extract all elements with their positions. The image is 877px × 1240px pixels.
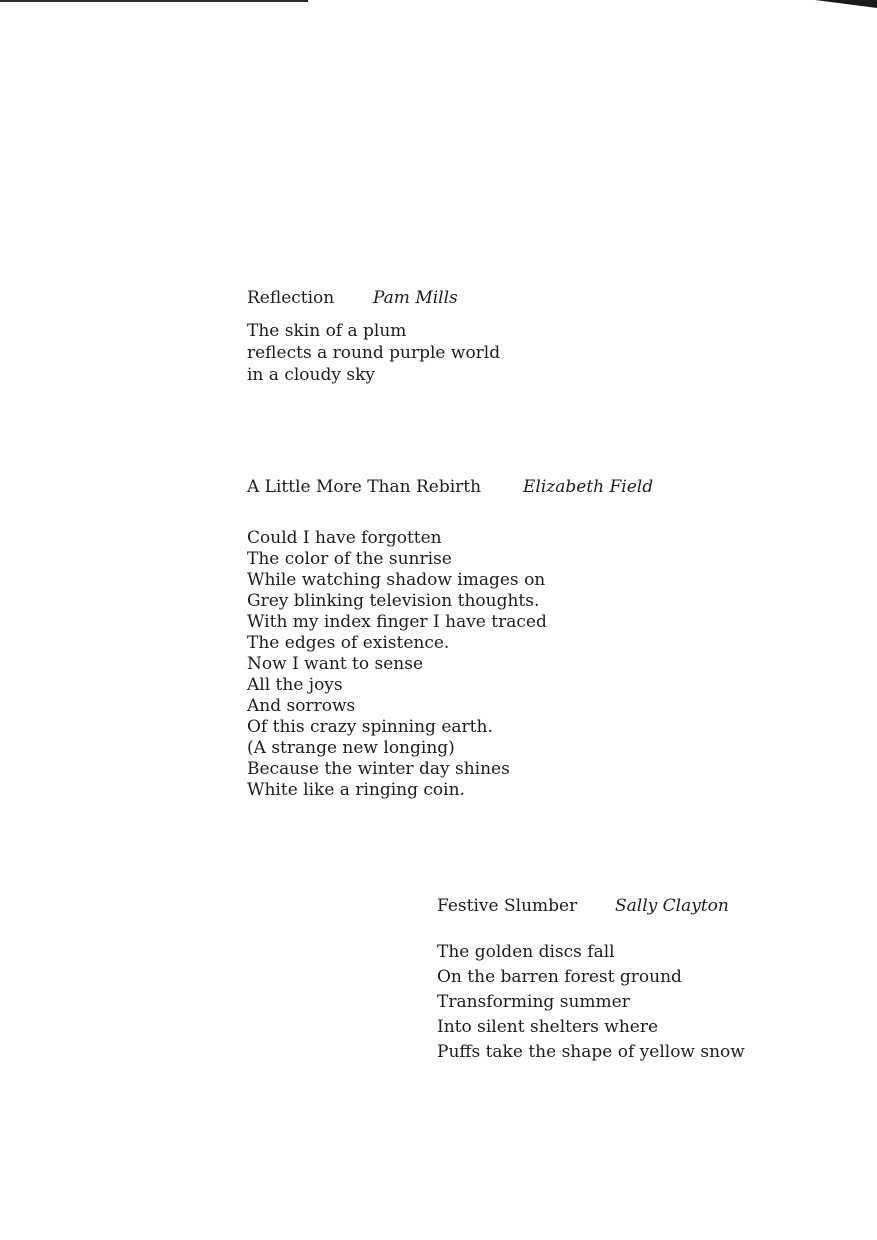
scan-edge-line [0,0,308,2]
poem-line: Could I have forgotten [247,528,442,548]
poem-line: (A strange new longing) [247,738,455,758]
poem-body [247,320,547,386]
poem-line: And sorrows [247,696,356,716]
poem-line: Into silent shelters where [437,1017,659,1037]
poem-line: Grey blinking television thoughts. [247,591,540,611]
poem-line: The golden discs fall [437,942,615,962]
poem-line: On the barren forest ground [437,967,682,987]
poem-line: The color of the sunrise [247,549,452,569]
poem-line: Now I want to sense [247,654,424,674]
poem-line: Of this crazy spinning earth. [247,717,493,737]
poem-line: Transforming summer [437,992,630,1012]
poem-line: While watching shadow images on [247,570,546,590]
poem-line: The skin of a plum [247,321,407,341]
poem-author: Elizabeth Field [523,477,654,497]
poem-line: With my index finger I have traced [247,612,547,632]
poem-author: Sally Clayton [615,896,729,916]
poem-line: The edges of existence. [247,633,450,653]
poem-title: A Little More Than Rebirth [247,477,482,497]
poem-author: Pam Mills [373,288,458,308]
poem-body [247,528,667,801]
poem-line: White like a ringing coin. [247,780,465,800]
poem-reflection [247,286,547,386]
poem-festive-slumber [437,894,767,1065]
poem-a-little-more-than-rebirth [247,475,667,801]
poem-line: reflects a round purple world [247,343,501,363]
poem-title: Festive Slumber [437,896,578,916]
poem-header [247,475,667,499]
poem-line: All the joys [247,675,343,695]
poem-line: Puffs take the shape of yellow snow [437,1042,745,1062]
poem-body [437,940,767,1065]
poem-header [437,894,767,918]
poem-title: Reflection [247,288,335,308]
poem-header [247,286,547,310]
poem-line: Because the winter day shines [247,759,510,779]
poem-line: in a cloudy sky [247,365,375,385]
scan-corner-mark [815,0,877,8]
